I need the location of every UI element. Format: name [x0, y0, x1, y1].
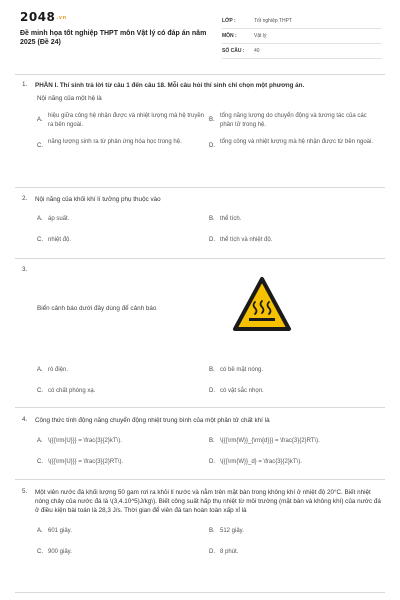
option-text: có vật sắc nhọn. — [220, 387, 264, 394]
option-label: B. — [209, 216, 215, 222]
option-text: tổng công và nhiệt lượng mà hệ nhận được từ bên ngoài. — [220, 139, 374, 145]
options-grid — [37, 215, 384, 244]
option-label: B. — [209, 528, 215, 534]
option-text: thể tích và nhiệt độ. — [220, 236, 273, 243]
option-label: C. — [37, 458, 43, 465]
question-number: 2. — [22, 195, 28, 202]
sign-triangle — [235, 279, 289, 329]
logo-text: 2048 — [20, 10, 56, 24]
option-text: nhiệt độ. — [48, 236, 72, 243]
option-d[interactable] — [209, 387, 381, 396]
hot-surface-warning-sign-icon — [232, 276, 292, 334]
meta-row-subject — [222, 29, 382, 44]
option-label: D. — [209, 387, 215, 394]
option-b[interactable] — [209, 527, 381, 536]
option-label: B. — [209, 117, 215, 123]
exam-title: Đề minh họa tốt nghiệp THPT môn Vật lý có đáp án năm 2025 (Đề 24) — [20, 30, 207, 46]
options-grid — [37, 366, 384, 395]
question-number: 1. — [22, 81, 28, 88]
divider — [15, 407, 385, 408]
option-label: A. — [37, 216, 43, 222]
question-stem: Công thức tính động năng chuyển động nhiệt trung bình của một phân tử chất khí là — [35, 417, 270, 424]
option-b[interactable] — [209, 215, 381, 224]
option-b[interactable] — [209, 437, 381, 446]
option-label: C. — [37, 548, 43, 555]
option-c[interactable] — [37, 236, 209, 245]
option-label: D. — [209, 236, 215, 243]
options-grid — [37, 437, 384, 466]
option-text: \({{\rm{W}}_{\rm{d}}} = \frac{3}{2}RT\). — [220, 438, 320, 444]
meta-row-class — [222, 14, 382, 29]
option-label: C. — [37, 236, 43, 243]
divider — [15, 479, 385, 480]
question-number: 4. — [22, 416, 28, 423]
option-label: B. — [209, 438, 215, 444]
question-1 — [22, 81, 384, 151]
option-text: 900 giây. — [48, 548, 72, 555]
option-text: rò điện. — [48, 367, 69, 373]
question-stem: Nội năng của khối khí lí tưởng phụ thuộc vào — [35, 196, 161, 203]
option-label: C. — [37, 143, 43, 149]
option-label: A. — [37, 438, 43, 444]
option-text: 512 giây. — [220, 528, 244, 534]
option-d[interactable] — [209, 138, 381, 151]
meta-label: LỚP : — [222, 18, 236, 24]
option-a[interactable] — [37, 527, 209, 536]
meta-label: SỐ CÂU : — [222, 48, 245, 54]
question-subline: Nội năng của một hệ là — [37, 95, 102, 102]
option-b[interactable] — [209, 112, 381, 129]
meta-value: Tốt nghiệp THPT — [254, 18, 292, 24]
option-label: A. — [37, 117, 43, 123]
meta-label: MÔN : — [222, 33, 237, 39]
option-text: \({{\rm{U}}} = \frac{3}{2}RT\). — [48, 458, 124, 465]
exam-meta — [222, 14, 382, 59]
divider — [15, 592, 385, 593]
option-text: tổng năng lượng do chuyển động và tương tác của các phân tử trong hệ. — [220, 113, 367, 128]
exam-header — [0, 0, 400, 62]
divider — [15, 74, 385, 75]
question-number: 5. — [22, 488, 28, 495]
option-text: năng lượng sinh ra từ phản ứng hóa học trong hệ. — [48, 139, 182, 145]
meta-row-count — [222, 44, 382, 59]
option-a[interactable] — [37, 112, 209, 129]
options-grid — [37, 527, 384, 556]
option-text: hiệu giữa công hệ nhận được và nhiệt lượng mà hệ truyền ra bên ngoài. — [48, 113, 205, 128]
question-3-stem-row — [22, 305, 384, 312]
divider — [15, 187, 385, 188]
option-label: C. — [37, 387, 43, 394]
question-stem: PHẦN I. Thí sinh trả lời từ câu 1 đến câu 18. Mỗi câu hỏi thí sinh chỉ chọn một phương án. — [35, 82, 305, 89]
options-grid — [37, 112, 384, 151]
option-text: 601 giây. — [48, 528, 72, 534]
option-label: D. — [209, 143, 215, 149]
option-text: thể tích. — [220, 216, 242, 222]
question-3-options — [22, 366, 384, 395]
meta-value: 40 — [254, 48, 260, 54]
option-a[interactable] — [37, 437, 209, 446]
question-number: 3. — [22, 266, 28, 273]
meta-value: Vật lý — [254, 33, 267, 39]
option-b[interactable] — [209, 366, 381, 375]
option-text: áp suất. — [48, 216, 70, 222]
question-4 — [22, 416, 384, 466]
option-label: B. — [209, 367, 215, 373]
option-label: A. — [37, 528, 43, 534]
option-d[interactable] — [209, 458, 381, 467]
option-text: \({{\rm{W}}_d} = \frac{3}{2}kT\). — [220, 458, 302, 465]
divider — [15, 258, 385, 259]
question-stem: Một viên nước đá khối lượng 50 gam rơi ra khỏi lí nước và nằm trên mặt bàn trong không khí ở nhiệt độ 20°C. Biết nhiệt nóng chảy của nước đá là \(3,4.10^5)J/kg\). Biết công suất hấp thụ nhiệt từ môi trường (mặt bàn và không khí) của nước đá ở điều kiện bài toán là 28,3 J/s. Thời gian để viên đá tan hoàn toàn xấp xỉ là — [35, 489, 381, 514]
option-d[interactable] — [209, 236, 381, 245]
option-a[interactable] — [37, 366, 209, 375]
option-label: D. — [209, 458, 215, 465]
logo-suffix: .vn — [56, 14, 67, 21]
option-text: có bề mặt nóng. — [220, 367, 264, 373]
option-c[interactable] — [37, 387, 209, 396]
question-stem: Biển cảnh báo dưới đây dùng để cảnh báo — [37, 305, 157, 312]
option-c[interactable] — [37, 138, 209, 151]
option-a[interactable] — [37, 215, 209, 224]
option-c[interactable] — [37, 458, 209, 467]
option-text: \({{\rm{U}}} = \frac{3}{2}kT\). — [48, 438, 122, 444]
option-text: 8 phút. — [220, 548, 239, 555]
hot-plate — [249, 318, 275, 321]
option-label: D. — [209, 548, 215, 555]
option-d[interactable] — [209, 548, 381, 557]
option-label: A. — [37, 367, 43, 373]
option-text: có chất phóng xạ. — [48, 387, 96, 394]
question-2 — [22, 195, 384, 244]
option-c[interactable] — [37, 548, 209, 557]
question-5 — [22, 488, 384, 556]
